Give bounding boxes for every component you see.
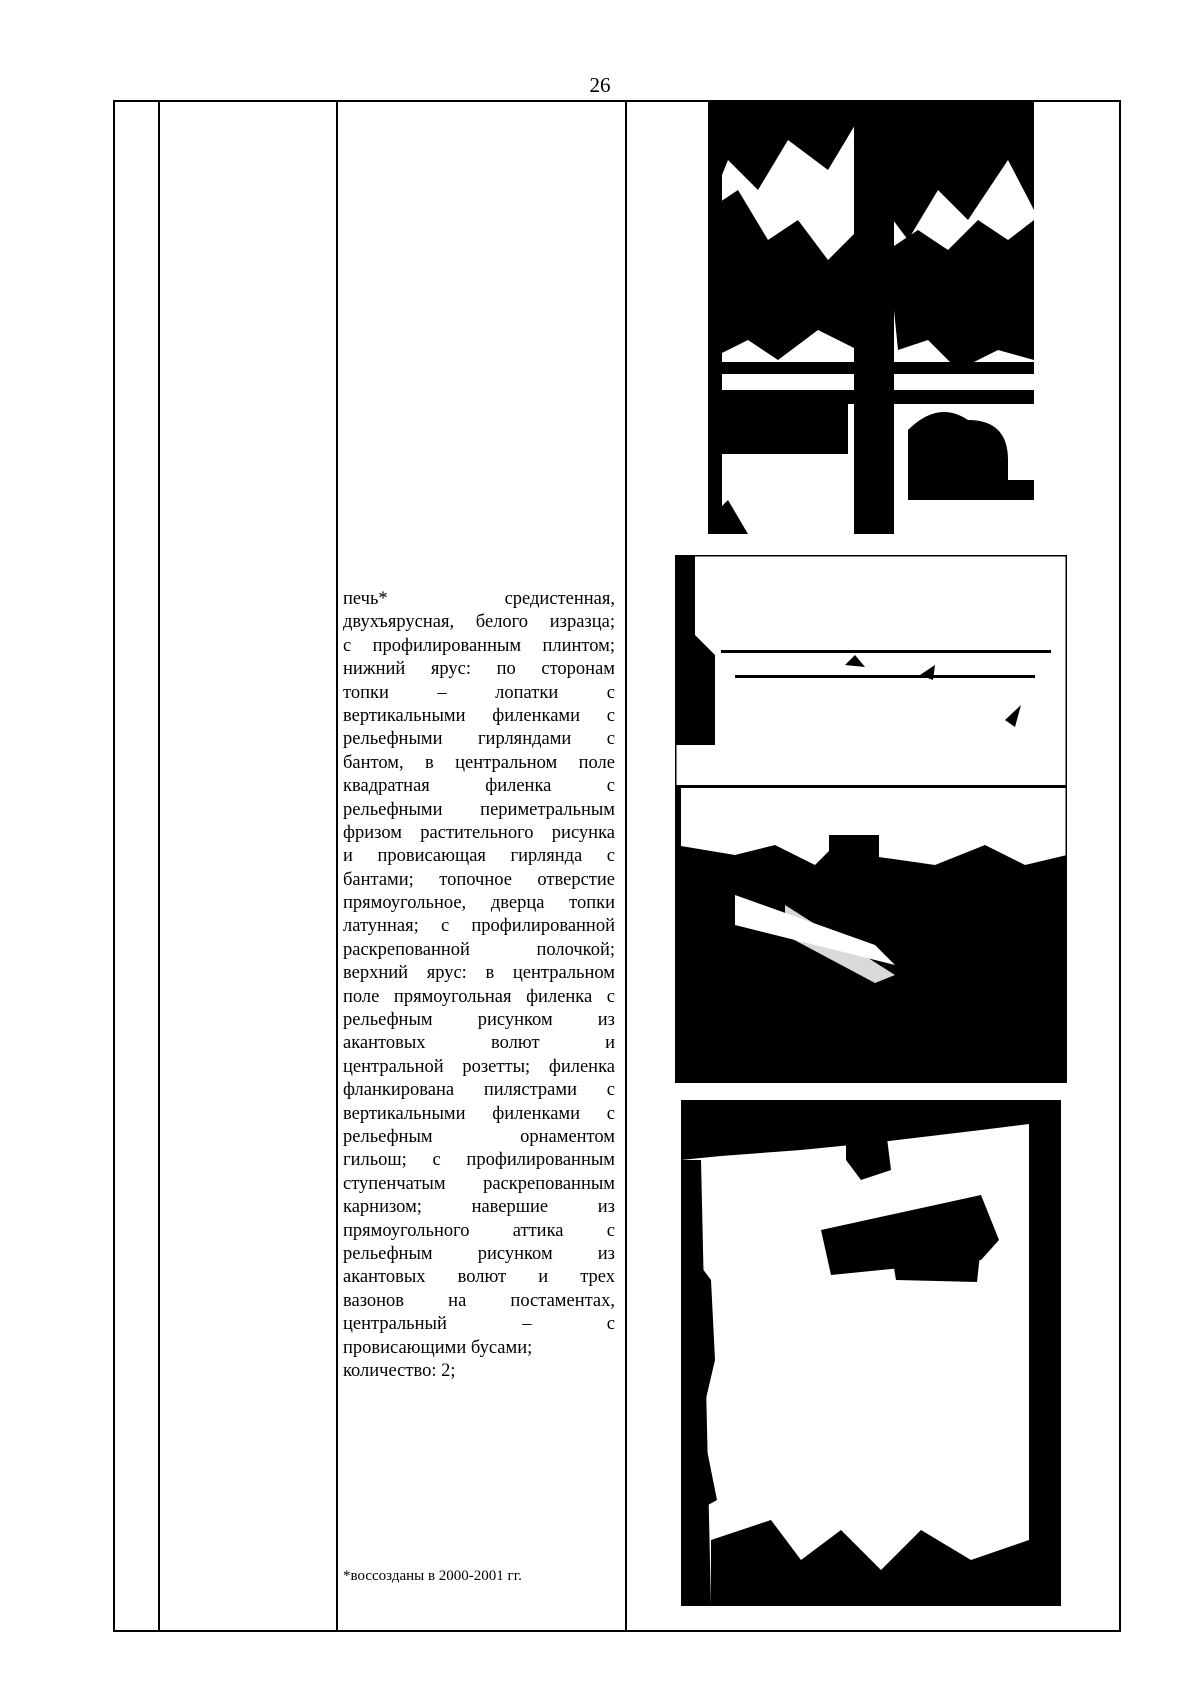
photo-window-view xyxy=(708,100,1034,534)
description-line: фризом растительного рисунка xyxy=(343,822,615,843)
description-line: прямоугольное, дверца топки xyxy=(343,893,615,914)
description-line: рельефными периметральным xyxy=(343,799,615,820)
column-divider xyxy=(336,102,338,1630)
description-line: количество: 2; xyxy=(343,1360,456,1381)
description-line: топки – лопатки с xyxy=(343,682,615,703)
description-line: центральный – с xyxy=(343,1314,615,1335)
description-line: гильош; с профилированным xyxy=(343,1150,615,1171)
description-line: вертикальными филенками с xyxy=(343,705,615,726)
photo-stove-top xyxy=(681,1100,1061,1606)
description-line: вазонов на постаментах, xyxy=(343,1290,615,1311)
description-line: верхний ярус: в центральном xyxy=(343,963,615,984)
description-line: бантом, в центральном поле xyxy=(343,752,615,773)
description-line: бантами; топочное отверстие xyxy=(343,869,615,890)
description-line: прямоугольного аттика с xyxy=(343,1220,615,1241)
footnote: *воссозданы в 2000-2001 гг. xyxy=(343,1568,522,1584)
description-line: квадратная филенка с xyxy=(343,776,615,797)
description-line: печь* средистенная, xyxy=(343,589,615,609)
description-line: фланкирована пилястрами с xyxy=(343,1080,615,1101)
description-line: центральной розетты; филенка xyxy=(343,1056,615,1077)
description-line: рельефным рисунком из xyxy=(343,1010,615,1031)
description-line: нижний ярус: по сторонам xyxy=(343,659,615,680)
description-line: раскрепованной полочкой; xyxy=(343,939,615,960)
description-line: рельефными гирляндами с xyxy=(343,729,615,750)
description-line: акантовых волют и xyxy=(343,1033,615,1054)
description-line: провисающими бусами; xyxy=(343,1337,533,1358)
photo-stove-firebox xyxy=(675,555,1067,1083)
page-number: 26 xyxy=(589,73,611,97)
description-line: латунная; с профилированной xyxy=(343,916,615,937)
description-line: и провисающая гирлянда с xyxy=(343,846,615,867)
description-line: вертикальными филенками с xyxy=(343,1103,615,1124)
description-line: рельефным орнаментом xyxy=(343,1126,615,1147)
description-line: двухъярусная, белого изразца; xyxy=(343,612,615,633)
description-line: поле прямоугольная филенка с xyxy=(343,986,615,1007)
item-description xyxy=(343,588,615,1383)
description-line: акантовых волют и трех xyxy=(343,1267,615,1288)
description-line: карнизом; навершие из xyxy=(343,1197,615,1218)
description-line: ступенчатым раскрепованным xyxy=(343,1173,615,1194)
column-divider xyxy=(158,102,160,1630)
description-line: с профилированным плинтом; xyxy=(343,635,615,656)
description-line: рельефным рисунком из xyxy=(343,1243,615,1264)
column-divider xyxy=(625,102,627,1630)
